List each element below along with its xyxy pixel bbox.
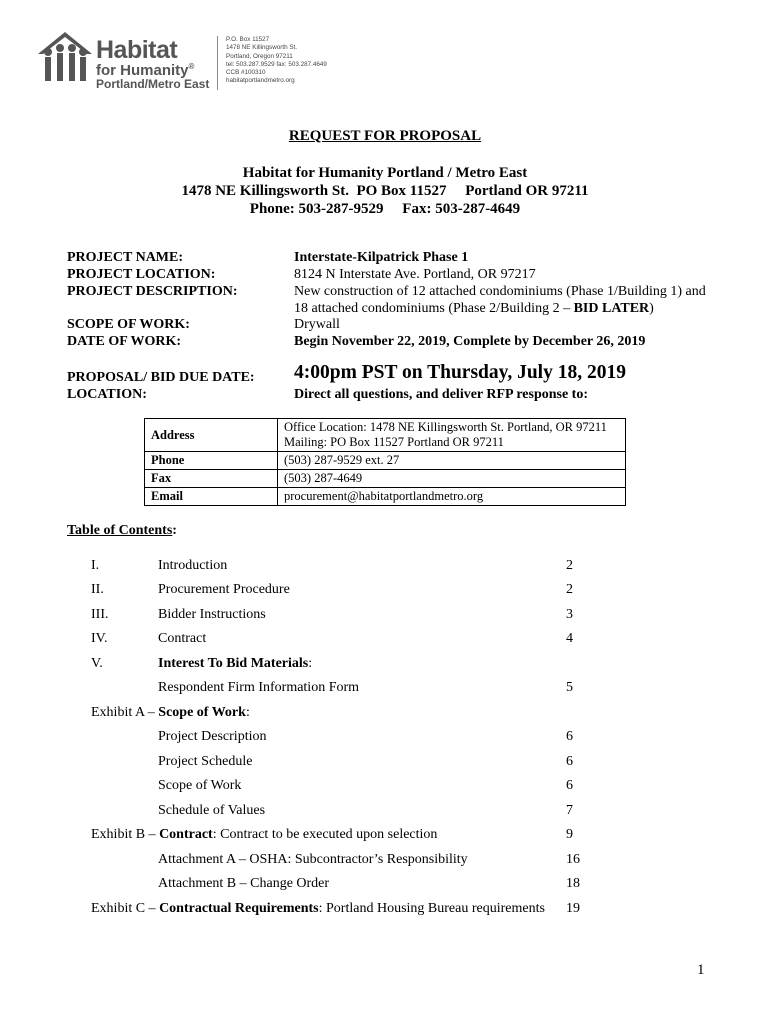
toc-page: 6 [566,778,573,793]
address-office: Office Location: 1478 NE Killingsworth St. Portland, OR 97211 [284,420,607,434]
fax-value: (503) 287-4649 [278,470,626,488]
toc-exhibit-rest: : Contract to be executed upon selection [212,827,438,842]
project-description-label: PROJECT DESCRIPTION: [67,284,238,299]
toc-exhibit-rest: : Portland Housing Bureau requirements [318,901,545,916]
logo-contact-line: Portland, Oregon 97211 [226,52,293,60]
scope-of-work-value: Drywall [294,317,340,332]
toc-page: 3 [566,607,573,622]
email-value[interactable]: procurement@habitatportlandmetro.org [278,488,626,506]
toc-page: 18 [566,876,580,891]
toc-text [158,655,312,672]
logo-contact-line: CCB #100310 [226,69,266,77]
description-part: ) [649,301,654,316]
bid-later-text: BID LATER [573,301,650,316]
fax-label: Fax [145,470,278,488]
toc-number: V. [91,656,103,671]
toc-text: Project Schedule [158,754,253,769]
toc-page: 6 [566,729,573,744]
logo-contact-line: P.O. Box 11527 [226,36,270,43]
toc-exhibit-prefix: Exhibit B – [91,827,160,842]
toc-text-rest: : [308,656,313,671]
toc-text: Bidder Instructions [158,607,266,622]
project-location-label: PROJECT LOCATION: [67,267,216,282]
header-org: Habitat for Humanity Portland / Metro East [242,165,528,181]
date-of-work-label: DATE OF WORK: [67,334,182,349]
toc-title-colon: : [172,523,177,538]
toc-page: 6 [566,754,573,769]
toc-text: Scope of Work [158,778,242,793]
toc-page: 4 [566,631,573,646]
toc-exhibit-prefix: Exhibit C – [91,901,160,916]
header-address: 1478 NE Killingsworth St. PO Box 11527 Portland OR 97211 [181,183,589,199]
location-label: LOCATION: [67,387,147,402]
page-number: 1 [697,962,705,978]
toc-exhibit-bold: Contract [159,827,213,842]
logo-portland-metro-east: Portland/Metro East [96,77,210,91]
header-phone-fax: Phone: 503-287-9529 Fax: 503-287-4649 [249,201,521,217]
address-label: Address [145,419,278,452]
toc-exhibit [91,826,437,843]
logo-habitat-word: Habitat [96,36,178,64]
toc-text: Project Description [158,729,267,744]
phone-value: (503) 287-9529 ext. 27 [278,452,626,470]
address-mailing: Mailing: PO Box 11527 Portland OR 97211 [284,435,504,449]
toc-text: Schedule of Values [158,803,266,818]
toc-number: II. [91,582,104,597]
project-description-line1: New construction of 12 attached condominiums (Phase 1/Building 1) and [294,284,706,299]
project-name-value: Interstate-Kilpatrick Phase 1 [294,250,469,265]
toc-text: Respondent Firm Information Form [158,680,360,695]
toc-text: Contract [158,631,207,646]
scope-of-work-label: SCOPE OF WORK: [67,317,190,332]
toc-number: III. [91,607,109,622]
toc-title-text: Table of Contents [67,523,173,538]
date-of-work-value: Begin November 22, 2019, Complete by December 26, 2019 [294,334,646,349]
toc-exhibit-bold: Contractual Requirements [159,901,319,916]
toc-page: 2 [566,558,573,573]
project-location-value: 8124 N Interstate Ave. Portland, OR 97217 [294,267,536,282]
toc-number: I. [91,558,100,573]
toc-page: 16 [566,852,580,867]
logo-registered-mark: ® [188,62,195,71]
toc-exhibit-rest: : [245,705,250,720]
toc-text: Introduction [158,558,228,573]
toc-page: 19 [566,901,580,916]
bid-due-date-value: 4:00pm PST on Thursday, July 18, 2019 [294,362,626,383]
toc-exhibit-bold: Scope of Work [158,705,246,720]
logo-contact-line: 1478 NE Killingsworth St. [226,44,298,52]
toc-exhibit-prefix: Exhibit A – [91,705,159,720]
project-name-label: PROJECT NAME: [67,250,184,265]
location-value: Direct all questions, and deliver RFP response to: [294,387,588,402]
toc-exhibit [91,704,250,721]
toc-page: 9 [566,827,573,842]
toc-text: Attachment B – Change Order [158,876,330,891]
email-label: Email [145,488,278,506]
logo-contact-line: habitatportlandmetro.org [226,77,295,85]
toc-page: 2 [566,582,573,597]
toc-exhibit [91,900,545,917]
phone-label: Phone [145,452,278,470]
toc-page: 5 [566,680,573,695]
description-part: 18 attached condominiums (Phase 2/Building 2 – [294,301,574,316]
toc-text-bold: Interest To Bid Materials [158,656,309,671]
toc-number: IV. [91,631,108,646]
bid-due-date-label: PROPOSAL/ BID DUE DATE: [67,370,255,385]
document-title-text: REQUEST FOR PROPOSAL [288,128,482,144]
logo-for-humanity-text: for Humanity [96,62,189,79]
logo-contact-line: tel: 503.287.9529 fax: 503.287.4649 [226,60,327,68]
toc-text: Attachment A – OSHA: Subcontractor’s Responsibility [158,852,468,867]
toc-page: 7 [566,803,573,818]
toc-text: Procurement Procedure [158,582,290,597]
